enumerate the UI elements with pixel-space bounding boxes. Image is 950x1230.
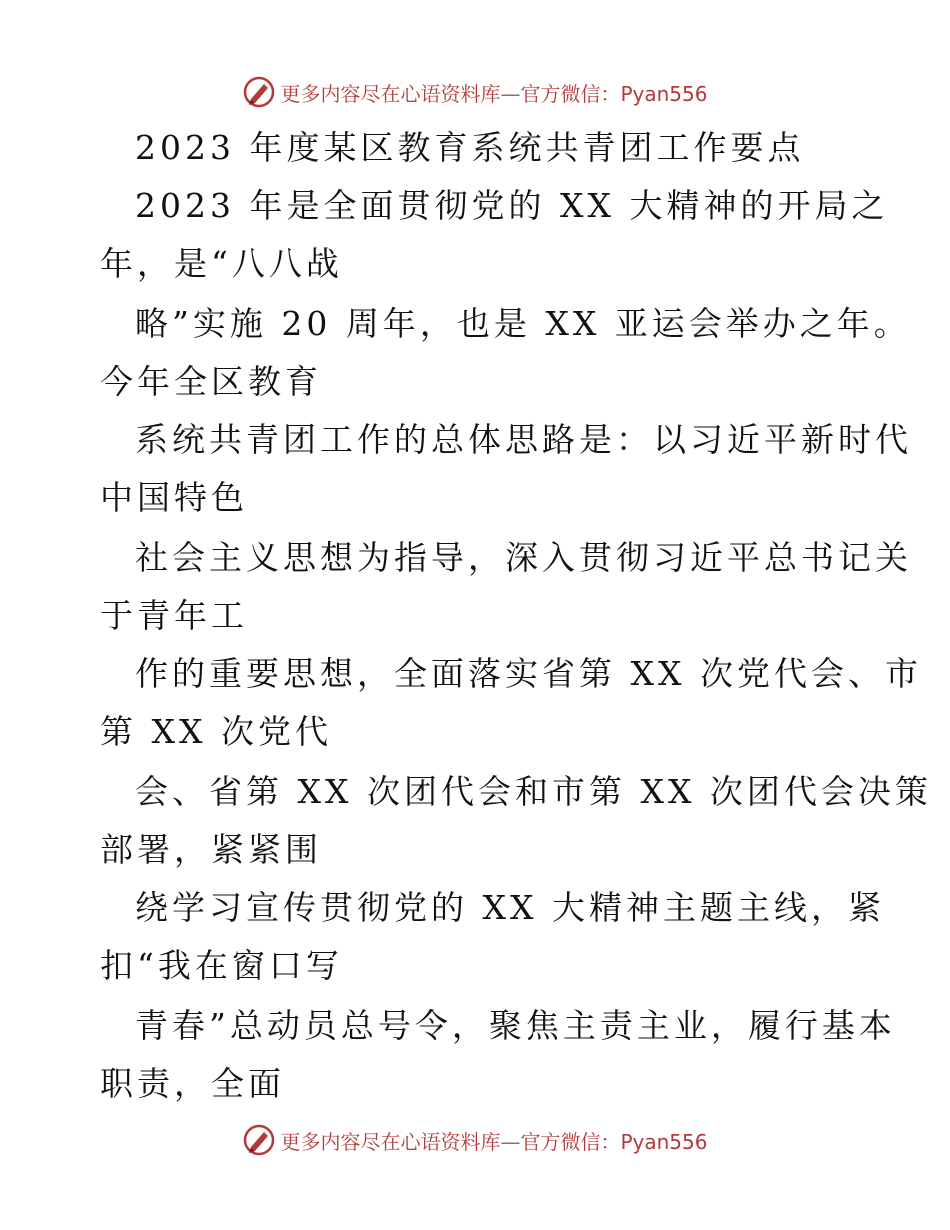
- document-title: 2023 年度某区教育系统共青团工作要点: [135, 128, 805, 167]
- text-line: 青春”总动员总号令，聚焦主责主业，履行基本: [135, 1006, 896, 1045]
- footer-watermark-banner: [0, 1120, 950, 1160]
- watermark-sub-text: 官方微信：Pyan556: [520, 81, 708, 106]
- text-line: 会、省第 XX 次团代会和市第 XX 次团代会决策: [135, 772, 932, 811]
- watermark-text: [280, 78, 707, 107]
- header-watermark-banner: [0, 72, 950, 112]
- watermark-dash: —: [500, 1129, 521, 1154]
- text-line: 扣“我在窗口写: [100, 946, 343, 985]
- watermark-dash: —: [500, 81, 521, 106]
- text-line: 第 XX 次党代: [100, 712, 332, 751]
- text-line: 社会主义思想为指导，深入贯彻习近平总书记关: [135, 538, 912, 577]
- text-line: 2023 年是全面贯彻党的 XX 大精神的开局之: [135, 186, 889, 225]
- text-line: 部署，紧紧围: [100, 830, 322, 869]
- text-line: 绕学习宣传贯彻党的 XX 大精神主题主线，紧: [135, 888, 885, 927]
- text-line: 职责，全面: [100, 1064, 285, 1103]
- text-line: 系统共青团工作的总体思路是：以习近平新时代: [135, 420, 912, 459]
- text-line: 于青年工: [100, 596, 248, 635]
- text-line: 今年全区教育: [100, 362, 322, 401]
- pen-logo-icon: [242, 1123, 276, 1157]
- text-line: 略”实施 20 周年，也是 XX 亚运会举办之年。: [135, 304, 911, 343]
- text-line: 中国特色: [100, 478, 248, 517]
- watermark-sub-text: 官方微信：Pyan556: [520, 1129, 708, 1154]
- watermark-main-text: 更多内容尽在心语资料库: [280, 1129, 501, 1154]
- text-line: 作的重要思想，全面落实省第 XX 次党代会、市: [135, 654, 922, 693]
- pen-logo-icon: [242, 75, 276, 109]
- text-line: 年，是“八八战: [100, 244, 343, 283]
- watermark-main-text: 更多内容尽在心语资料库: [280, 81, 501, 106]
- watermark-text: [280, 1126, 707, 1155]
